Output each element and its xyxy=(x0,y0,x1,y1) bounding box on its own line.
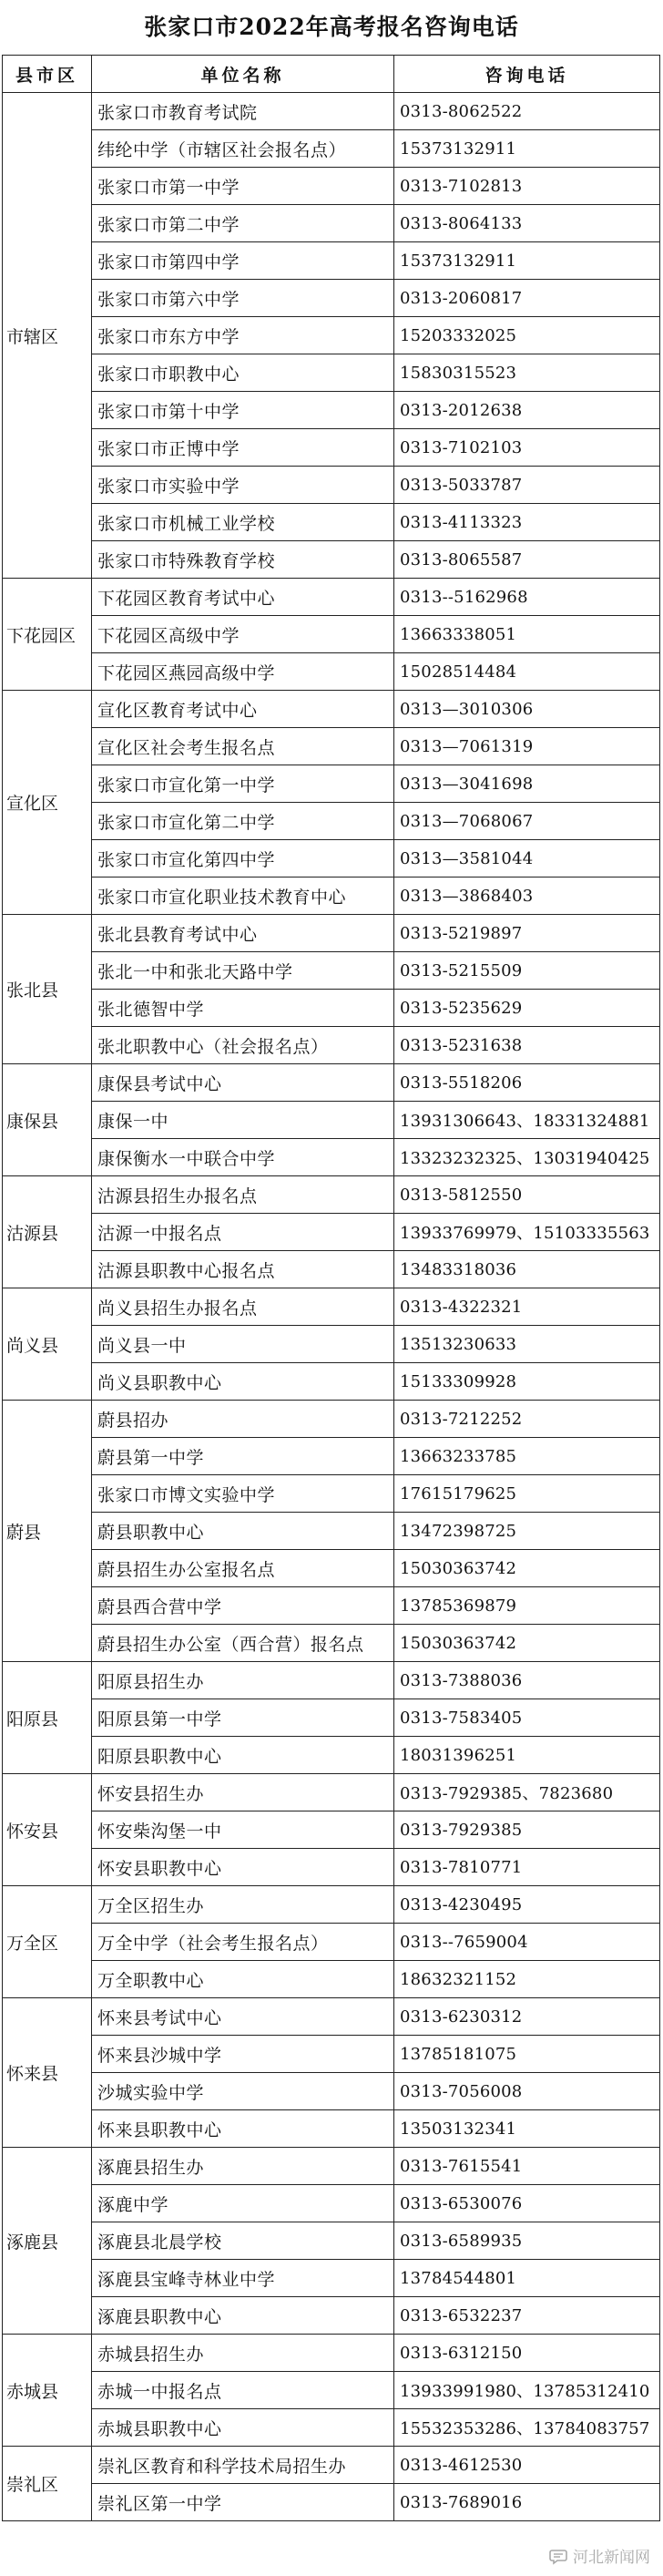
unit-cell: 尚义县招生办报名点 xyxy=(92,1288,394,1326)
header-district: 县市区 xyxy=(3,56,92,93)
table-row xyxy=(3,1998,660,2036)
table-row xyxy=(3,1139,660,1176)
unit-cell: 涿鹿县职教中心 xyxy=(92,2297,394,2335)
table-row xyxy=(3,2447,660,2484)
phone-cell: 13663233785 xyxy=(394,1438,660,1475)
table-row xyxy=(3,2073,660,2110)
table-row xyxy=(3,1064,660,1102)
unit-cell: 康保衡水一中联合中学 xyxy=(92,1139,394,1176)
phone-cell: 13472398725 xyxy=(394,1513,660,1550)
phone-cell: 0313—3581044 xyxy=(394,840,660,877)
phone-cell: 15133309928 xyxy=(394,1363,660,1401)
district-cell: 赤城县 xyxy=(3,2335,92,2447)
table-row xyxy=(3,1849,660,1886)
table-row xyxy=(3,1625,660,1662)
unit-cell: 张家口市机械工业学校 xyxy=(92,504,394,541)
table-row xyxy=(3,1924,660,1961)
unit-cell: 张家口市第四中学 xyxy=(92,242,394,280)
phone-cell: 0313-7929385、7823680 xyxy=(394,1774,660,1811)
table-row xyxy=(3,205,660,242)
unit-cell: 万全职教中心 xyxy=(92,1961,394,1998)
table-row xyxy=(3,1326,660,1363)
unit-cell: 张北一中和张北天路中学 xyxy=(92,952,394,990)
unit-cell: 康保一中 xyxy=(92,1102,394,1139)
phone-cell: 18632321152 xyxy=(394,1961,660,1998)
table-row xyxy=(3,1961,660,1998)
phone-cell: 0313--5162968 xyxy=(394,579,660,616)
table-row xyxy=(3,1699,660,1737)
unit-cell: 张家口市博文实验中学 xyxy=(92,1475,394,1513)
contact-table xyxy=(2,55,660,2521)
unit-cell: 纬纶中学（市辖区社会报名点） xyxy=(92,130,394,168)
unit-cell: 康保县考试中心 xyxy=(92,1064,394,1102)
phone-cell: 0313—3868403 xyxy=(394,877,660,915)
phone-cell: 0313-2012638 xyxy=(394,392,660,429)
unit-cell: 万全区招生办 xyxy=(92,1886,394,1924)
unit-cell: 阳原县职教中心 xyxy=(92,1737,394,1774)
phone-cell: 0313-5033787 xyxy=(394,467,660,504)
table-row xyxy=(3,1550,660,1587)
phone-cell: 0313-6530076 xyxy=(394,2185,660,2222)
unit-cell: 张家口市宣化第一中学 xyxy=(92,765,394,803)
phone-cell: 0313-7929385 xyxy=(394,1811,660,1849)
table-row xyxy=(3,467,660,504)
table-row xyxy=(3,93,660,130)
table-row xyxy=(3,2260,660,2297)
phone-cell: 0313—3041698 xyxy=(394,765,660,803)
header-phone: 咨询电话 xyxy=(394,56,660,93)
table-row xyxy=(3,1774,660,1811)
district-cell: 崇礼区 xyxy=(3,2447,92,2521)
table-row xyxy=(3,280,660,317)
unit-cell: 张家口市宣化职业技术教育中心 xyxy=(92,877,394,915)
phone-cell: 0313-7102103 xyxy=(394,429,660,467)
watermark xyxy=(549,2544,650,2567)
phone-cell: 13323232325、13031940425 xyxy=(394,1139,660,1176)
phone-cell: 0313-4322321 xyxy=(394,1288,660,1326)
unit-cell: 沽源一中报名点 xyxy=(92,1214,394,1251)
unit-cell: 张家口市特殊教育学校 xyxy=(92,541,394,579)
unit-cell: 涿鹿县北晨学校 xyxy=(92,2222,394,2260)
unit-cell: 万全中学（社会考生报名点） xyxy=(92,1924,394,1961)
phone-cell: 0313—7061319 xyxy=(394,728,660,765)
unit-cell: 尚义县一中 xyxy=(92,1326,394,1363)
table-row xyxy=(3,1401,660,1438)
phone-cell: 15028514484 xyxy=(394,653,660,691)
table-row xyxy=(3,1513,660,1550)
unit-cell: 沙城实验中学 xyxy=(92,2073,394,2110)
table-row xyxy=(3,354,660,392)
district-cell: 宣化区 xyxy=(3,691,92,915)
table-row xyxy=(3,691,660,728)
table-row xyxy=(3,317,660,354)
table-row xyxy=(3,1438,660,1475)
table-row xyxy=(3,2484,660,2521)
table-row xyxy=(3,1363,660,1401)
table-row xyxy=(3,1214,660,1251)
unit-cell: 涿鹿中学 xyxy=(92,2185,394,2222)
table-row xyxy=(3,803,660,840)
header-unit: 单位名称 xyxy=(92,56,394,93)
district-cell: 下花园区 xyxy=(3,579,92,691)
table-row xyxy=(3,2148,660,2185)
phone-cell: 0313-7689016 xyxy=(394,2484,660,2521)
unit-cell: 张家口市第一中学 xyxy=(92,168,394,205)
table-row xyxy=(3,242,660,280)
phone-cell: 0313-4612530 xyxy=(394,2447,660,2484)
table-row xyxy=(3,1176,660,1214)
table-row xyxy=(3,840,660,877)
district-cell: 康保县 xyxy=(3,1064,92,1176)
unit-cell: 蔚县西合营中学 xyxy=(92,1587,394,1625)
table-row xyxy=(3,1251,660,1288)
phone-cell: 0313-6532237 xyxy=(394,2297,660,2335)
phone-cell: 15030363742 xyxy=(394,1550,660,1587)
phone-cell: 0313-5215509 xyxy=(394,952,660,990)
unit-cell: 张家口市实验中学 xyxy=(92,467,394,504)
phone-cell: 0313-5231638 xyxy=(394,1027,660,1064)
table-row xyxy=(3,616,660,653)
phone-cell: 15030363742 xyxy=(394,1625,660,1662)
table-row xyxy=(3,579,660,616)
phone-cell: 0313—7068067 xyxy=(394,803,660,840)
phone-cell: 13931306643、18331324881 xyxy=(394,1102,660,1139)
phone-cell: 0313-6589935 xyxy=(394,2222,660,2260)
unit-cell: 宣化区教育考试中心 xyxy=(92,691,394,728)
table-row xyxy=(3,1587,660,1625)
table-row xyxy=(3,1475,660,1513)
unit-cell: 张北县教育考试中心 xyxy=(92,915,394,952)
table-row xyxy=(3,765,660,803)
phone-cell: 0313-2060817 xyxy=(394,280,660,317)
phone-cell: 0313-5219897 xyxy=(394,915,660,952)
unit-cell: 下花园区燕园高级中学 xyxy=(92,653,394,691)
unit-cell: 怀安柴沟堡一中 xyxy=(92,1811,394,1849)
unit-cell: 怀来县沙城中学 xyxy=(92,2036,394,2073)
unit-cell: 张北德智中学 xyxy=(92,990,394,1027)
table-row xyxy=(3,653,660,691)
unit-cell: 赤城一中报名点 xyxy=(92,2372,394,2409)
table-row xyxy=(3,2185,660,2222)
table-body xyxy=(3,93,660,2521)
unit-cell: 赤城县职教中心 xyxy=(92,2409,394,2447)
table-row xyxy=(3,168,660,205)
unit-cell: 蔚县招生办公室报名点 xyxy=(92,1550,394,1587)
table-row xyxy=(3,392,660,429)
news-bubble-icon xyxy=(549,2547,567,2565)
header-row xyxy=(3,56,660,93)
unit-cell: 尚义县职教中心 xyxy=(92,1363,394,1401)
unit-cell: 赤城县招生办 xyxy=(92,2335,394,2372)
phone-cell: 0313-7615541 xyxy=(394,2148,660,2185)
unit-cell: 阳原县第一中学 xyxy=(92,1699,394,1737)
phone-cell: 13785369879 xyxy=(394,1587,660,1625)
unit-cell: 张家口市教育考试院 xyxy=(92,93,394,130)
page-title: 张家口市2022年高考报名咨询电话 xyxy=(144,14,519,40)
unit-cell: 沽源县职教中心报名点 xyxy=(92,1251,394,1288)
table-row xyxy=(3,2036,660,2073)
table-row xyxy=(3,2222,660,2260)
phone-cell: 13663338051 xyxy=(394,616,660,653)
unit-cell: 怀来县考试中心 xyxy=(92,1998,394,2036)
phone-cell: 15830315523 xyxy=(394,354,660,392)
phone-cell: 0313-5518206 xyxy=(394,1064,660,1102)
unit-cell: 张家口市东方中学 xyxy=(92,317,394,354)
phone-cell: 13513230633 xyxy=(394,1326,660,1363)
watermark-text: 河北新闻网 xyxy=(573,2549,650,2567)
table-row xyxy=(3,1288,660,1326)
table-row xyxy=(3,1102,660,1139)
table-row xyxy=(3,504,660,541)
phone-cell: 0313-7056008 xyxy=(394,2073,660,2110)
phone-cell: 0313-7102813 xyxy=(394,168,660,205)
phone-cell: 0313-6312150 xyxy=(394,2335,660,2372)
phone-cell: 0313-8065587 xyxy=(394,541,660,579)
table-row xyxy=(3,2110,660,2148)
phone-cell: 13933769979、15103335563 xyxy=(394,1214,660,1251)
table-row xyxy=(3,2297,660,2335)
unit-cell: 怀来县职教中心 xyxy=(92,2110,394,2148)
phone-cell: 15373132911 xyxy=(394,130,660,168)
phone-cell: 0313-6230312 xyxy=(394,1998,660,2036)
district-cell: 怀来县 xyxy=(3,1998,92,2148)
unit-cell: 张家口市第二中学 xyxy=(92,205,394,242)
table-row xyxy=(3,915,660,952)
district-cell: 阳原县 xyxy=(3,1662,92,1774)
phone-cell: 0313-8062522 xyxy=(394,93,660,130)
table-row xyxy=(3,429,660,467)
phone-cell: 15532353286、13784083757 xyxy=(394,2409,660,2447)
phone-cell: 0313-5235629 xyxy=(394,990,660,1027)
unit-cell: 崇礼区第一中学 xyxy=(92,2484,394,2521)
district-cell: 蔚县 xyxy=(3,1401,92,1662)
table-row xyxy=(3,2335,660,2372)
table-row xyxy=(3,2372,660,2409)
unit-cell: 阳原县招生办 xyxy=(92,1662,394,1699)
phone-cell: 13503132341 xyxy=(394,2110,660,2148)
table-row xyxy=(3,877,660,915)
phone-cell: 0313-8064133 xyxy=(394,205,660,242)
unit-cell: 蔚县第一中学 xyxy=(92,1438,394,1475)
table-header xyxy=(3,56,660,93)
unit-cell: 涿鹿县宝峰寺林业中学 xyxy=(92,2260,394,2297)
unit-cell: 蔚县招生办公室（西合营）报名点 xyxy=(92,1625,394,1662)
unit-cell: 张家口市宣化第四中学 xyxy=(92,840,394,877)
unit-cell: 沽源县招生办报名点 xyxy=(92,1176,394,1214)
table-row xyxy=(3,952,660,990)
district-cell: 万全区 xyxy=(3,1886,92,1998)
phone-cell: 15203332025 xyxy=(394,317,660,354)
phone-cell: 17615179625 xyxy=(394,1475,660,1513)
phone-cell: 13483318036 xyxy=(394,1251,660,1288)
unit-cell: 下花园区高级中学 xyxy=(92,616,394,653)
phone-cell: 13933991980、13785312410 xyxy=(394,2372,660,2409)
unit-cell: 张家口市职教中心 xyxy=(92,354,394,392)
phone-cell: 15373132911 xyxy=(394,242,660,280)
unit-cell: 宣化区社会考生报名点 xyxy=(92,728,394,765)
table-row xyxy=(3,1662,660,1699)
table-row xyxy=(3,1886,660,1924)
phone-cell: 18031396251 xyxy=(394,1737,660,1774)
unit-cell: 张家口市宣化第二中学 xyxy=(92,803,394,840)
unit-cell: 怀安县招生办 xyxy=(92,1774,394,1811)
table-row xyxy=(3,1027,660,1064)
district-cell: 怀安县 xyxy=(3,1774,92,1886)
table-row xyxy=(3,1737,660,1774)
unit-cell: 张家口市正博中学 xyxy=(92,429,394,467)
table-row xyxy=(3,130,660,168)
district-cell: 涿鹿县 xyxy=(3,2148,92,2335)
phone-cell: 0313-5812550 xyxy=(394,1176,660,1214)
table-row xyxy=(3,2409,660,2447)
unit-cell: 涿鹿县招生办 xyxy=(92,2148,394,2185)
district-cell: 尚义县 xyxy=(3,1288,92,1401)
phone-cell: 0313--7659004 xyxy=(394,1924,660,1961)
district-cell: 市辖区 xyxy=(3,93,92,579)
district-cell: 沽源县 xyxy=(3,1176,92,1288)
unit-cell: 蔚县职教中心 xyxy=(92,1513,394,1550)
table-row xyxy=(3,541,660,579)
unit-cell: 怀安县职教中心 xyxy=(92,1849,394,1886)
district-cell: 张北县 xyxy=(3,915,92,1064)
table-row xyxy=(3,1811,660,1849)
table-row xyxy=(3,990,660,1027)
table-row xyxy=(3,728,660,765)
phone-cell: 0313—3010306 xyxy=(394,691,660,728)
phone-cell: 0313-7810771 xyxy=(394,1849,660,1886)
phone-cell: 0313-4113323 xyxy=(394,504,660,541)
unit-cell: 张北职教中心（社会报名点） xyxy=(92,1027,394,1064)
phone-cell: 13784544801 xyxy=(394,2260,660,2297)
phone-cell: 0313-4230495 xyxy=(394,1886,660,1924)
phone-cell: 0313-7583405 xyxy=(394,1699,660,1737)
phone-cell: 0313-7388036 xyxy=(394,1662,660,1699)
phone-cell: 13785181075 xyxy=(394,2036,660,2073)
phone-cell: 0313-7212252 xyxy=(394,1401,660,1438)
unit-cell: 下花园区教育考试中心 xyxy=(92,579,394,616)
unit-cell: 张家口市第六中学 xyxy=(92,280,394,317)
unit-cell: 蔚县招办 xyxy=(92,1401,394,1438)
unit-cell: 崇礼区教育和科学技术局招生办 xyxy=(92,2447,394,2484)
unit-cell: 张家口市第十中学 xyxy=(92,392,394,429)
